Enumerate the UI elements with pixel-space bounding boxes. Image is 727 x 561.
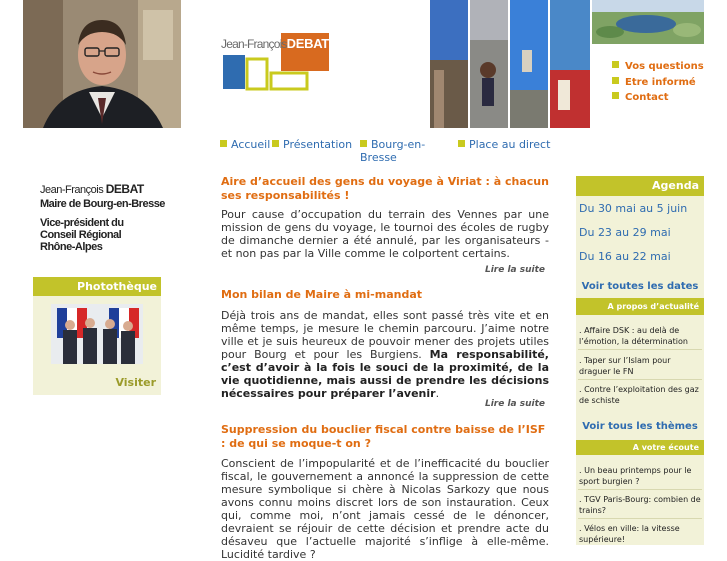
divider: [578, 489, 702, 490]
bullet-icon: [612, 92, 619, 99]
divider: [578, 349, 702, 350]
logo-name-light: Jean-François: [221, 37, 287, 51]
phototheque-thumbnail[interactable]: [51, 304, 143, 364]
header-link-label: Contact: [625, 92, 669, 103]
bio-last-name: DEBAT: [105, 182, 144, 196]
nav-item-bourg[interactable]: [360, 138, 432, 164]
bullet-icon: [220, 140, 227, 147]
agenda-date-1[interactable]: Du 30 mai au 5 juin: [579, 202, 688, 215]
portrait-photo: [23, 0, 181, 128]
ecoute-header: A votre écoute: [576, 440, 704, 455]
bullet-icon: [612, 61, 619, 68]
bio-block: [40, 183, 180, 253]
read-more-link-1[interactable]: Lire la suite: [484, 265, 545, 275]
header-link-label: Etre informé: [625, 77, 696, 88]
bullet-icon: [458, 140, 465, 147]
nav-item-label: Place au direct: [469, 138, 551, 151]
nav-item-label: Accueil: [231, 138, 271, 151]
nav-item-label: Présentation: [283, 138, 353, 151]
actualite-item-1[interactable]: . Affaire DSK : au delà de l’émotion, la détermination: [579, 326, 688, 346]
actualite-all-themes-link[interactable]: Voir tous les thèmes: [582, 421, 698, 432]
header-link-label: Vos questions: [625, 61, 704, 72]
article-body-2-end: .: [435, 387, 440, 400]
agenda-date-3[interactable]: Du 16 au 22 mai: [579, 250, 671, 263]
actualite-item-3[interactable]: . Contre l’exploitation des gaz de schiste: [579, 385, 699, 405]
nav-item-presentation[interactable]: [272, 138, 352, 151]
header-link-questions[interactable]: [612, 61, 704, 72]
bio-first-name: Jean-François: [40, 184, 104, 196]
header-photo-strips: [430, 0, 590, 128]
site-logo[interactable]: [221, 33, 329, 93]
agenda-all-dates-link[interactable]: Voir toutes les dates: [581, 281, 699, 292]
article-title-3[interactable]: Suppression du bouclier fiscal contre baisse de l’ISF : de qui se moque-t on ?: [221, 423, 546, 450]
bullet-icon: [612, 77, 619, 84]
phototheque-title: Photothèque: [33, 277, 161, 296]
actualite-header: A propos d’actualité: [576, 298, 704, 315]
bio-role-vp: Vice-président du: [40, 217, 124, 229]
phototheque-panel: [33, 277, 161, 395]
read-more-link-2[interactable]: Lire la suite: [484, 399, 545, 409]
ecoute-item-1[interactable]: . Un beau printemps pour le sport burgien ?: [579, 466, 692, 486]
bio-role-council: Conseil Régional: [40, 229, 122, 241]
logo-name-strong: DEBAT: [286, 36, 329, 51]
ecoute-item-3[interactable]: . Vélos en ville: la vitesse supérieure!: [579, 524, 680, 544]
header-link-contact[interactable]: [612, 92, 669, 103]
bullet-icon: [272, 140, 279, 147]
actualite-item-2[interactable]: . Taper sur l’Islam pour draguer le FN: [579, 356, 671, 376]
article-title-1[interactable]: Aire d’accueil des gens du voyage à Viriat : à chacun ses responsabilités !: [221, 175, 549, 202]
article-body-1: Pour cause d’occupation du terrain des Vennes par une mission de gens du voyage, le tournoi des écoles de rugby de dimanche dernier a été annulé, par les organisateurs -et non pas par la Ville comme le colportent certains.: [221, 208, 549, 260]
nav-item-accueil[interactable]: [220, 138, 270, 151]
ecoute-item-2[interactable]: . TGV Paris-Bourg: combien de trains?: [579, 495, 701, 515]
bullet-icon: [360, 140, 367, 147]
agenda-date-2[interactable]: Du 23 au 29 mai: [579, 226, 671, 239]
article-body-3: Conscient de l’impopularité et de l’inefficacité du bouclier fiscal, le gouvernement a annoncé la suppression de cette mesure symbolique si chère à Nicolas Sarkozy que nous avons connu moins discret lors de son instauration. Ceux qui, comme moi, n’ont jamais cessé de le dénoncer, devraient se réjouir de cette décision et prendre acte du désaveu que l’actuelle majorité s’inflige à elle-même. Lucidité tardive ?: [221, 457, 549, 561]
article-body-2-text: Déjà trois ans de mandat, elles sont passé très vite et en même temps, je mesure le chemin parcouru. J’aime notre ville et je suis heureux de pouvoir mener des projets utiles pour Bourg et pour les Burgiens.: [221, 309, 549, 361]
article-body-2: [221, 309, 549, 400]
bio-role-mayor: Maire de Bourg-en-Bresse: [40, 198, 165, 210]
bio-role-region: Rhône-Alpes: [40, 241, 103, 253]
nav-item-label: Bourg-en-Bresse: [360, 138, 426, 164]
header-lake-photo: [592, 0, 704, 44]
article-title-2[interactable]: Mon bilan de Maire à mi-mandat: [221, 288, 423, 301]
article-body-2-strong: Ma responsabilité, c’est d’avoir à la fois le souci de la proximité, de la vie quotidienne, mais aussi de prendre les décisions nécessaires pour préparer l’avenir: [221, 348, 549, 400]
logo-wordmark: [221, 36, 329, 51]
nav-item-direct[interactable]: [458, 138, 550, 151]
divider: [578, 379, 702, 380]
phototheque-visit-link[interactable]: Visiter: [115, 376, 156, 389]
divider: [578, 518, 702, 519]
agenda-header: Agenda: [576, 176, 704, 196]
header-link-informed[interactable]: [612, 77, 696, 88]
